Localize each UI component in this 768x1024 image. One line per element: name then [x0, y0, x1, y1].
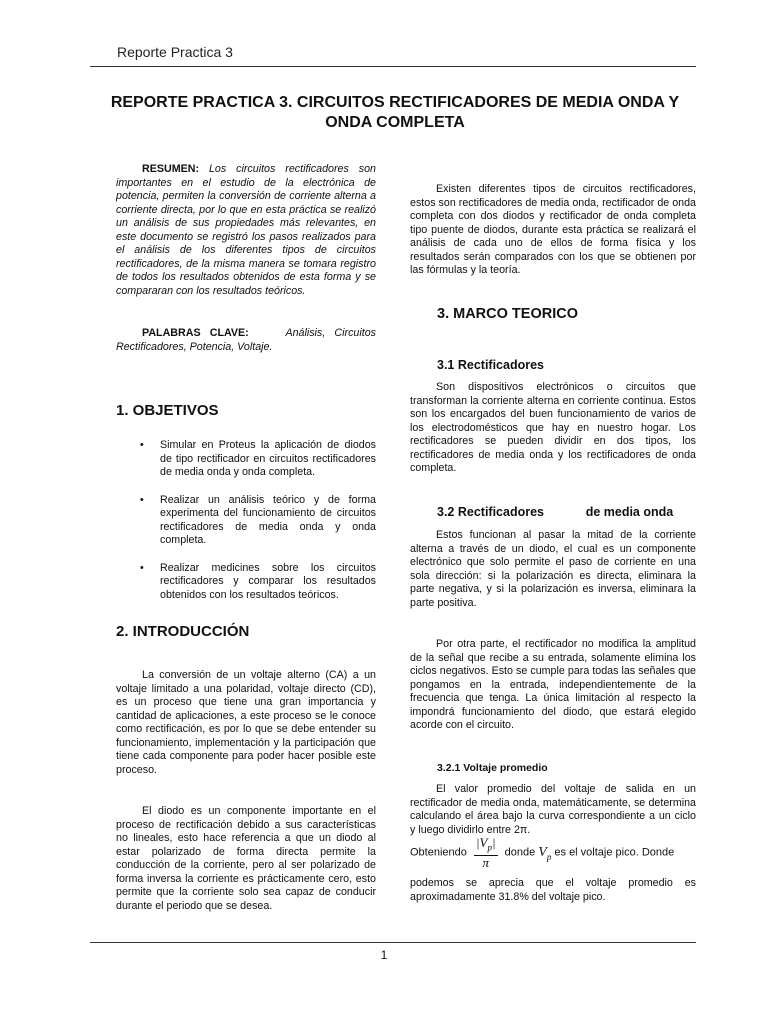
section-3-2-1-paragraph-1: El valor promedio del voltaje de salida en un rectificador de media onda, matemáticamente, se determina calculando el área bajo la curva correspondiente a un ciclo y luego dividirlo entre 2π.	[410, 783, 696, 836]
keywords	[116, 327, 376, 354]
document-title: REPORTE PRACTICA 3. CIRCUITOS RECTIFICADORES DE MEDIA ONDA Y ONDA COMPLETA	[110, 94, 680, 131]
list-item: • Realizar un análisis teórico y de forma experimenta del funcionamiento de circuitos rectificadores de media onda y onda completa.	[140, 494, 376, 548]
formula-fraction: $\frac{|V_p|}{\pi}$	[475, 835, 496, 871]
intro-paragraph-1: La conversión de un voltaje alterno (CA) a un voltaje limitado a una polaridad, voltaje directo (CD), es un proceso que tiene una gran importancia y cantidad de aplicaciones, a este proceso se le conoce como rectificación, es por lo que se debe entender su funcionamiento, implementación y la participación que tiene cada componente para poder hacer posible este proceso.	[116, 669, 376, 776]
abstract-label: RESUMEN:	[142, 163, 200, 175]
page-number: 1	[380, 948, 388, 962]
header-rule	[90, 66, 696, 67]
right-intro-paragraph: Existen diferentes tipos de circuitos rectificadores, estos son rectificadores de media onda, rectificador de onda completa con dos diodos y rectificador de onda completa tipo puente de diodos, durante esta práctica se realizará el análisis de cada uno de ellos de forma física y los resultados serán comparados con los que se obtienen por las fórmulas y la teoría.	[410, 183, 696, 276]
objectives-list	[140, 439, 376, 616]
section-3-2-1-paragraph-2: podemos se aprecia que el voltaje promedio es aproximadamente 31.8% del voltaje pico.	[410, 877, 696, 903]
subsection-heading-3-2-1: 3.2.1 Voltaje promedio	[437, 762, 548, 774]
footer-rule	[90, 942, 696, 943]
abstract-text: Los circuitos rectificadores son importantes en el estudio de la electrónica de potencia, permiten la conversión de corriente alterna a corriente directa, por lo que en esta práctica se realizó un análisis de sus propiedades más relevantes, en este documento se registró los pasos realizados para el análisis de los diferentes tipos de circuitos rectificadores, de la misma manera se tomara registro de todos los resultados obtenidos de esta forma y se compararan con los resultados teóricos.	[116, 163, 376, 297]
section-heading-marco: 3. MARCO TEORICO	[437, 306, 578, 322]
subsection-heading-3-1: 3.1 Rectificadores	[437, 358, 544, 372]
section-heading-objetivos: 1. OBJETIVOS	[116, 402, 219, 419]
section-heading-introduccion: 2. INTRODUCCIÓN	[116, 623, 250, 640]
section-3-1-text: Son dispositivos electrónicos o circuitos que transforman la corriente alterna en corriente continua. Estos son los encargados del buen funcionamiento de varios de los electrodomésticos que hay en nuestro hogar. Los rectificadores se pueden dividir en dos tipos, los rectificadores de media onda y los rectificadores de onda completa.	[410, 381, 696, 474]
average-voltage-formula: Obteniendo $\frac{|V_p|}{\pi}$ donde $V_p$ es el voltaje pico. Donde	[410, 835, 675, 871]
formula-variable: $V_p$	[538, 844, 552, 862]
list-item: • Simular en Proteus la aplicación de diodos de tipo rectificador en circuitos rectificadores de media onda y onda completa.	[140, 439, 376, 480]
subsection-heading-3-2: 3.2 Rectificadores de media onda	[437, 505, 674, 519]
section-3-2-paragraph-2: Por otra parte, el rectificador no modifica la amplitud de la señal que recibe a su entrada, solamente elimina los ciclos negativos. Esto se cumple para todas las señales que pongamos en la entrada, independientemente de la frecuencia que tenga. La única limitación al respecto la impondrá funcionamiento del diodo, que estará elegido acorde con el circuito.	[410, 638, 696, 731]
keywords-label: PALABRAS CLAVE:	[142, 327, 249, 339]
section-3-2-paragraph-1: Estos funcionan al pasar la mitad de la corriente alterna a través de un diodo, el cual es un componente electrónico que solo permite el paso de corriente en una sola dirección: si la polarización es directa, eliminara la parte negativa, y si la polarización es inversa, eliminara la parte positiva.	[410, 529, 696, 609]
running-header: Reporte Practica 3	[117, 44, 233, 60]
intro-paragraph-2: El diodo es un componente importante en el proceso de rectificación debido a sus características no lineales, esto hace referencia a que un diodo al estar polarizado de forma directa permite la conducción de la corriente, pero al ser polarizado de forma inversa la corriente es prácticamente cero, esto permite que la corriente solo sea capaz de conducir durante el periodo que se desea.	[116, 805, 376, 912]
abstract	[116, 163, 376, 298]
list-item: • Realizar medicines sobre los circuitos rectificadores y comparar los resultados obtenidos con los resultados teóricos.	[140, 562, 376, 603]
keywords-text: Análisis, Circuitos Rectificadores, Potencia, Voltaje.	[116, 327, 376, 353]
